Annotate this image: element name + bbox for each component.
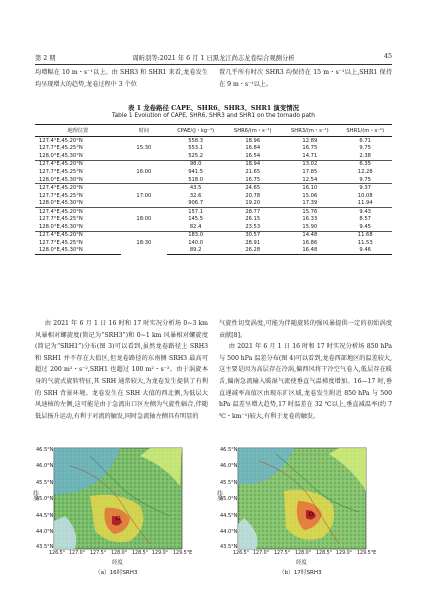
table-row [35,145,392,153]
lon-label: 129.0° [336,551,353,556]
cell-shr1: 11.53 [357,239,373,246]
cell-shr1: 10.08 [357,192,373,199]
cell-shr3: 15.06 [302,192,318,199]
lon-label: 128.5° [316,551,333,556]
cell-location: 127.4°E,45.20°N [35,137,121,145]
figure-b-caption: （b）17时SRH3 [279,570,322,576]
lon-label: 129.5°E [173,551,193,556]
cell-shr3: 16.10 [281,184,338,192]
cell-shr6: 26.28 [224,247,281,255]
cell-shr3: 15.76 [281,207,338,215]
cell-shr1: 9.45 [359,223,371,230]
body-paragraph: 由 2021 年 6 月 1 日 16 时和 17 时实况分析场 0~3 km 风暴相对螺旋度(简记为“SRH3”)和 0~1 km 风暴相对螺旋度(简记为“SRH1”)分布(图 3)可以看到,虽然龙卷路径上 SRH3 和 SRH1 并不存在大值区,但龙卷路径的东南侧 SRH3 最高可超过 200 m²・s⁻²,SRH1 也超过 100 m²・s⁻²。由于涡旋本身的气旋式旋转特征,其 SRH 通常较大,为龙卷发生提供了有利的 SRH 背景环境。龙卷发生在 SRH 大值的西北侧,为低层大风速核的左侧,这可能是由于急流出口区左侧为气旋性辐合,伴随低层扬升运动,有利于对流的触发,同时急流轴左侧具有明显的 [35,320,208,420]
col-header-cape: CPAE/(J・kg⁻¹) [167,125,224,137]
lat-label: 45.5°N [36,480,54,486]
col-header-shr1: SHR1/(m・s⁻¹) [338,125,392,137]
table-row [35,176,392,184]
col-header-shr3: SHR3/(m・s⁻¹) [281,125,338,137]
journal-running-title: 周昕羽等:2021 年 6 月 1 日黑龙江尚志龙卷综合观测分析 [132,55,295,62]
cell-shr6: 16.75 [245,176,261,183]
cell-shr6: 30.57 [224,231,281,239]
cell-shr3: 13.02 [281,160,338,168]
cell-location: 127.4°E,45.20°N [35,184,121,192]
cell-shr6: 16.54 [245,152,261,159]
cell-shr6: 24.65 [224,184,281,192]
cell-shr3: 17.39 [302,200,318,207]
table-row [35,199,392,207]
col-header-location: 地理位置 [35,125,121,137]
cell-shr6: 23.53 [245,223,261,230]
lat-label: 44.5°N [220,513,238,519]
cell-cape: 525.2 [188,152,204,159]
lon-label: 127.5° [90,551,107,556]
cell-time: 16:00 [121,160,167,184]
table-row [35,207,392,215]
lon-label: 126.5° [49,551,66,556]
cell-shr6: 18.96 [224,137,281,145]
cell-shr1: 6.71 [338,137,392,145]
cell-shr3: 16.86 [302,239,318,246]
lat-label: 44.5°N [36,513,54,519]
body-paragraph: 气旋性切变涡度,可能为伴随旋转的强风暴提供一定的初始涡度贡献[8]。 [219,320,392,339]
lat-label: 45.5°N [220,480,238,486]
figure-a-srh3-16h [30,446,205,566]
cell-shr3: 16.75 [302,145,318,152]
cell-time: 15:30 [121,137,167,161]
top-right-paragraph: 置几乎所有时次 SHR3 均保持在 15 m・s⁻¹以上,SHR1 保持在 9 m・s⁻¹以上。 [219,69,392,88]
col-header-time: 时间 [121,125,167,137]
cell-location: 127.7°E,45.25°N [39,239,83,246]
lat-label: 46.0°N [220,463,238,469]
top-left-paragraph: 均增幅在 10 m・s⁻¹以上。由 SHR3 和 SHR1 来看,龙卷发生均呈现增大的趋势,龙卷过程中 3 个位 [35,69,208,88]
cell-cape: 906.7 [188,200,204,207]
cell-shr3: 12.89 [281,137,338,145]
cell-shr3: 14.71 [302,152,318,159]
issue-number: 第 2 期 [35,55,56,62]
cell-location: 127.7°E,45.25°N [39,216,83,223]
lat-label: 43.5°N [36,544,54,550]
table-row [35,137,392,145]
cell-time: 18:00 [121,207,167,231]
cell-shr6: 28.77 [224,207,281,215]
lon-label: 129.0° [152,551,169,556]
table-row [35,184,392,192]
lat-label: 46.0°N [36,463,54,469]
lat-label: 45.0°N [36,496,54,502]
cell-cape: 553.1 [188,145,204,152]
page-number: 45 [383,53,392,60]
cell-shr6: 26.15 [245,216,261,223]
cell-shr6: 16.84 [245,145,261,152]
tornado-path-table [35,124,392,255]
table-row [35,160,392,168]
cell-shr1: 9.75 [359,145,371,152]
left-column-text [35,318,208,422]
cell-shr6: 18.94 [224,160,281,168]
cell-location: 127.4°E,45.20°N [35,160,121,168]
cell-shr6: 21.65 [245,168,261,175]
y-axis-title: 纬度 [216,490,222,501]
cell-location: 128.0°E,45.30°N [39,176,83,183]
cell-shr1: 12.28 [357,168,373,175]
cell-shr1: 2.38 [359,152,371,159]
table-row [35,247,392,255]
cell-location: 128.0°E,45.30°N [39,152,83,159]
lat-label: 44.0°N [220,529,238,535]
cell-cape: 82.4 [189,223,202,230]
cell-shr1: 9.43 [338,207,392,215]
x-axis-title: 经度 [296,560,307,566]
lat-label: 46.5°N [36,447,54,453]
table-row [35,239,392,247]
table-caption-en: Table 1 Evolution of CAPE, SHR6, SHR3 and SHR1 on the tornado path [112,113,315,119]
y-axis-title: 纬度 [32,490,38,501]
cell-location: 127.4°E,45.20°N [35,231,121,239]
running-header [35,52,392,65]
cell-cape: 140.0 [188,239,204,246]
table-row [35,192,392,200]
table-header-row [35,125,392,137]
x-axis-title: 经度 [112,560,123,566]
cell-cape: 558.3 [167,137,224,145]
lat-label: 45.0°N [220,496,238,502]
lon-label: 129.5°E [357,551,377,556]
radar-map-a [30,446,205,566]
lon-label: 128.5° [132,551,149,556]
cell-location: 127.4°E,45.20°N [35,207,121,215]
cell-time: 17:00 [121,184,167,208]
cell-shr6: 28.91 [245,239,261,246]
cell-shr3: 16.48 [281,247,338,255]
table-row [35,231,392,239]
cell-time: 18:30 [121,231,167,255]
cell-cape: 157.1 [167,207,224,215]
figure-b-srh3-17h [214,446,389,566]
body-paragraph: 由 2021 年 6 月 1 日 16 时和 17 时实况分析场 850 hPa 与 500 hPa 温差分布(图 4)可以看到,龙卷西部地区的温差较大,这主要是因为高层存在冷涡,偏西风将干冷空气卷入,低层存在暖舌,偏南急流输入暖湿气流使垂直气温梯度增加。16—17 时,垂直递减率高值区由现东扩区域,龙卷发生附近 850 hPa 与 500 hPa 温差呈增大趋势,17 时温差在 32 ℃以上,垂直减温率(约 7 ℃・km⁻¹)较大,有利于龙卷的触发。 [219,343,392,420]
lon-label: 127.0° [69,551,86,556]
cell-location: 128.0°E,45.30°N [39,223,83,230]
cell-shr1: 9.75 [359,176,371,183]
lat-label: 43.5°N [220,544,238,550]
table-row [35,152,392,160]
cell-location: 128.0°E,45.30°N [39,200,83,207]
lon-label: 128.0° [295,551,312,556]
cell-cape: 43.5 [167,184,224,192]
cell-shr3: 14.48 [281,231,338,239]
cell-cape: 518.0 [188,176,204,183]
table-row [35,215,392,223]
lon-label: 127.0° [253,551,270,556]
lon-label: 127.5° [274,551,291,556]
radar-map-b [214,446,389,566]
cell-location: 127.7°E,45.25°N [39,145,83,152]
cell-location: 127.7°E,45.25°N [39,192,83,199]
cell-cape: 98.0 [167,160,224,168]
cell-cape: 32.6 [189,192,202,199]
table-row [35,168,392,176]
cell-shr1: 8.57 [359,216,371,223]
cell-cape: 145.5 [188,216,204,223]
cell-shr1: 6.35 [338,160,392,168]
cell-cape: 183.0 [167,231,224,239]
figure-a-caption: （a）16时SRH3 [95,570,138,576]
cell-shr1: 11.94 [357,200,373,207]
cell-location: 127.7°E,45.25°N [39,168,83,175]
table-row [35,223,392,231]
lon-label: 126.5° [233,551,250,556]
cell-shr3: 17.85 [302,168,318,175]
cell-shr1: 9.37 [338,184,392,192]
cell-shr1: 9.46 [338,247,392,255]
lat-label: 44.0°N [36,529,54,535]
lon-label: 128.0° [111,551,128,556]
lat-label: 46.5°N [220,447,238,453]
right-column-text [219,318,392,422]
cell-shr6: 19.20 [245,200,261,207]
col-header-shr6: SHR6/(m・s⁻¹) [224,125,281,137]
cell-shr3: 16.33 [302,216,318,223]
cell-shr1: 11.68 [338,231,392,239]
cell-location: 128.0°E,45.30°N [35,247,121,255]
cell-shr6: 20.78 [245,192,261,199]
cell-cape: 89.2 [167,247,224,255]
table-caption-cn: 表 1 龙卷路径 CAPE、SHR6、SHR3、SHR1 演变情况 [128,104,299,112]
cell-shr3: 15.90 [302,223,318,230]
cell-shr3: 12.54 [302,176,318,183]
cell-cape: 941.5 [188,168,204,175]
